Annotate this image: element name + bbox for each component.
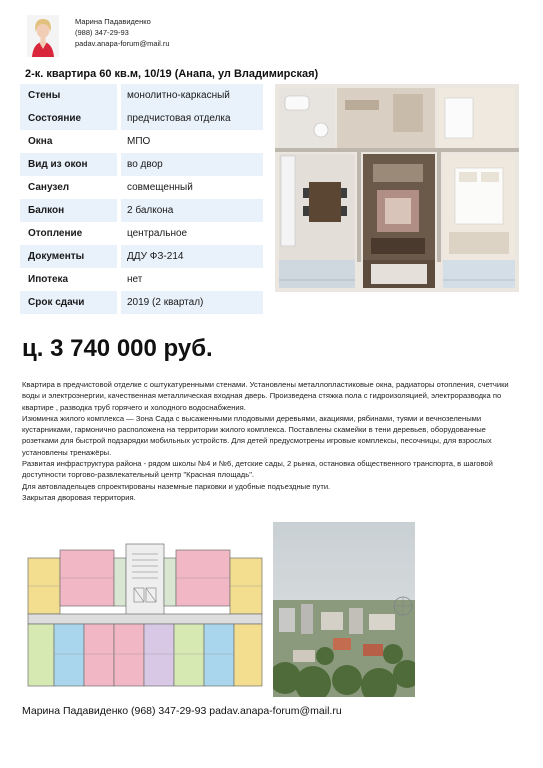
property-row: [20, 245, 263, 268]
property-key: Стены: [20, 84, 117, 107]
property-value: ДДУ ФЗ-214: [121, 245, 263, 268]
property-row: [20, 199, 263, 222]
agent-phone[interactable]: (988) 347-29-93: [75, 28, 129, 37]
description-paragraph: Развитая инфраструктура района - рядом школы №4 и №6, детские сады, 2 рынка, остановка общественного транспорта, в шаговой доступности торгово-развлекательный центр "Красная площадь".: [22, 459, 493, 480]
property-key: Вид из окон: [20, 153, 117, 176]
listing-title: 2-к. квартира 60 кв.м, 10/19 (Анапа, ул Владимирская): [25, 68, 319, 80]
property-row: [20, 84, 263, 107]
property-row: [20, 268, 263, 291]
description-paragraph: Изюминка жилого комплекса — Зона Сада с высаженными плодовыми деревьями, акациями, рябинами, туями и вечнозелеными кустарниками, гармонично расположена на территории жилого комплекса. Поставлены скамейки в тени деревьев, оборудованные розетками для быстрой подзарядки мобильных устройств. Для детей предусмотрены игровые комплексы, песочницы, для взрослых установлены тренажёры.: [22, 413, 492, 457]
description-paragraph: Для автовладельцев спроектированы наземные парковки и удобные подъездные пути.: [22, 481, 331, 491]
property-row: [20, 130, 263, 153]
city-view-photo[interactable]: [273, 522, 415, 697]
description-paragraph: Закрытая дворовая территория.: [22, 492, 136, 502]
agent-avatar: [27, 15, 59, 57]
agent-name: Марина Падавиденко: [75, 17, 151, 26]
property-value: монолитно-каркасный: [121, 84, 263, 107]
property-row: [20, 222, 263, 245]
property-row: [20, 291, 263, 314]
listing-price: ц. 3 740 000 руб.: [22, 335, 213, 362]
property-value: нет: [127, 274, 143, 285]
property-key: Ипотека: [28, 274, 69, 285]
properties-table: [20, 84, 263, 314]
listing-description: [22, 379, 522, 503]
property-value: 2019 (2 квартал): [121, 291, 263, 314]
footer-email[interactable]: padav.anapa-forum@mail.ru: [209, 705, 342, 717]
footer-phone[interactable]: (968) 347-29-93: [131, 705, 207, 717]
footer-agent-name: Марина Падавиденко: [22, 705, 129, 717]
property-key: Документы: [20, 245, 117, 268]
property-key: Отопление: [28, 228, 83, 239]
property-key: Срок сдачи: [20, 291, 117, 314]
property-value: предчистовая отделка: [121, 107, 263, 130]
agent-email[interactable]: padav.anapa-forum@mail.ru: [75, 39, 170, 48]
property-row: [20, 176, 263, 199]
property-value: совмещенный: [127, 182, 193, 193]
property-value: МПО: [127, 136, 151, 147]
property-key: Окна: [28, 136, 53, 147]
apartment-3d-plan-image[interactable]: [273, 82, 521, 294]
property-row: [20, 153, 263, 176]
description-paragraph: Квартира в предчистовой отделке с оштукатуренными стенами. Установлены металлопластиковые окна, радиаторы отопления, счетчики воды и электроэнергии, качественная металлическая входная дверь. Произведена стяжка пола с гидроизоляцией, электроразводка по квартире , разводка труб горячего и холодного водоснабжения.: [22, 380, 509, 412]
property-row: [20, 107, 263, 130]
property-key: Состояние: [20, 107, 117, 130]
property-value: во двор: [121, 153, 263, 176]
property-value: 2 балкона: [121, 199, 263, 222]
property-value: центральное: [127, 228, 188, 239]
property-key: Санузел: [28, 182, 70, 193]
property-key: Балкон: [20, 199, 117, 222]
agent-contact-block: [75, 16, 170, 49]
footer-contact: [22, 705, 342, 717]
building-floor-plan-image[interactable]: [22, 540, 269, 700]
